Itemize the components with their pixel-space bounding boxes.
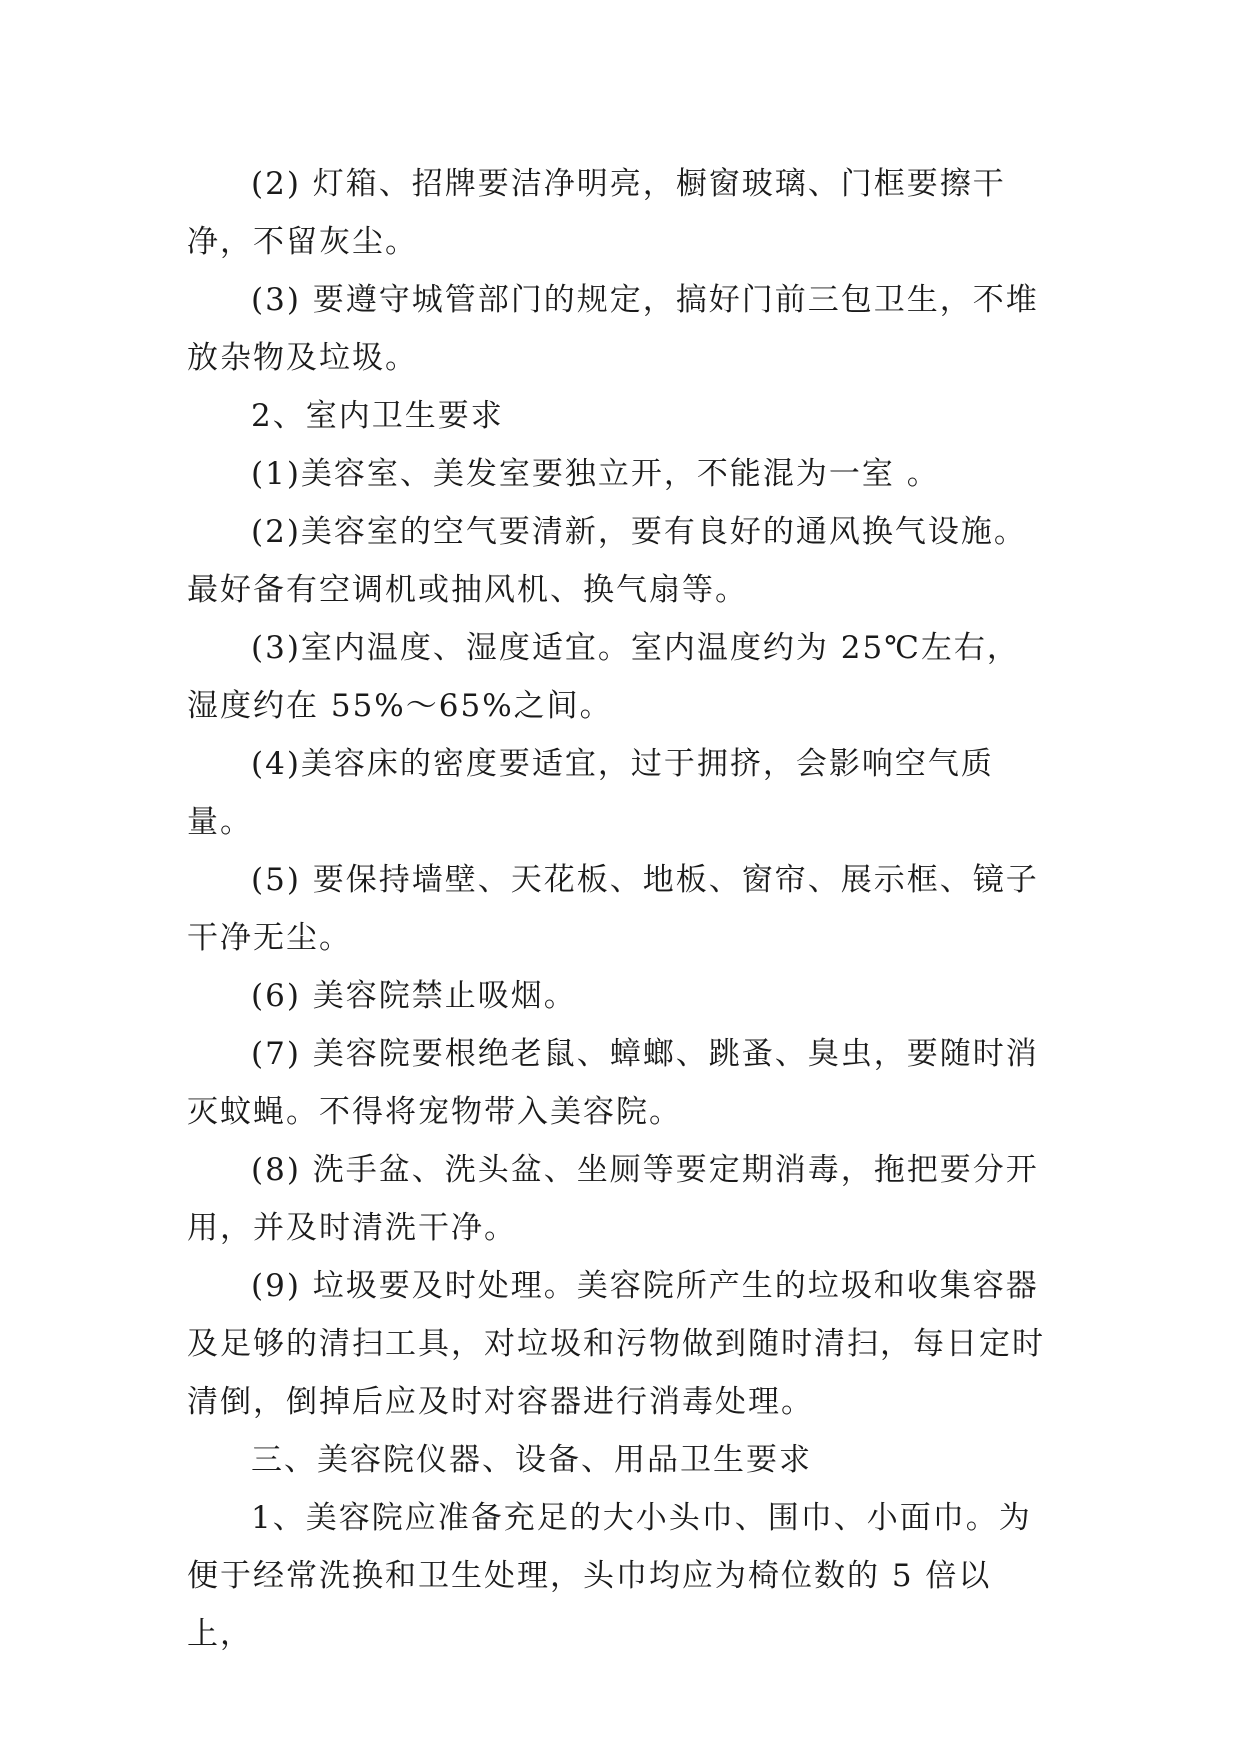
section-heading-equipment-hygiene: 三、美容院仪器、设备、用品卫生要求 xyxy=(251,1442,812,1478)
document-body xyxy=(187,155,1047,1663)
paragraph-pest-control: (7) 美容院要根绝老鼠、蟑螂、跳蚤、臭虫，要随时消灭蚊蝇。不得将宠物带入美容院。 xyxy=(187,1036,1039,1130)
paragraph-garbage: (9) 垃圾要及时处理。美容院所产生的垃圾和收集容器及足够的清扫工具，对垃圾和污物做到随时清扫，每日定时清倒，倒掉后应及时对容器进行消毒处理。 xyxy=(187,1268,1045,1420)
paragraph-signboard: (2) 灯箱、招牌要洁净明亮，橱窗玻璃、门框要擦干净，不留灰尘。 xyxy=(187,166,1006,260)
paragraph-separate-rooms: (1)美容室、美发室要独立开，不能混为一室 。 xyxy=(251,456,940,492)
paragraph-towels: 1、美容院应准备充足的大小头巾、围巾、小面巾。为便于经常洗换和卫生处理，头巾均应为椅位数的 5 倍以上， xyxy=(187,1500,1032,1652)
paragraph-disinfection: (8) 洗手盆、洗头盆、坐厕等要定期消毒，拖把要分开用，并及时清洗干净。 xyxy=(187,1152,1039,1246)
paragraph-city-rules: (3) 要遵守城管部门的规定，搞好门前三包卫生，不堆放杂物及垃圾。 xyxy=(187,282,1039,376)
paragraph-no-smoking: (6) 美容院禁止吸烟。 xyxy=(251,978,577,1014)
paragraph-temperature-humidity: (3)室内温度、湿度适宜。室内温度约为 25℃左右，湿度约在 55%～65%之间。 xyxy=(187,630,1020,724)
paragraph-ventilation: (2)美容室的空气要清新，要有良好的通风换气设施。最好备有空调机或抽风机、换气扇等。 xyxy=(187,514,1027,608)
paragraph-bed-density: (4)美容床的密度要适宜，过于拥挤，会影响空气质量。 xyxy=(187,746,994,840)
paragraph-clean-surfaces: (5) 要保持墙壁、天花板、地板、窗帘、展示框、镜子干净无尘。 xyxy=(187,862,1039,956)
section-heading-indoor-hygiene: 2、室内卫生要求 xyxy=(251,398,504,434)
